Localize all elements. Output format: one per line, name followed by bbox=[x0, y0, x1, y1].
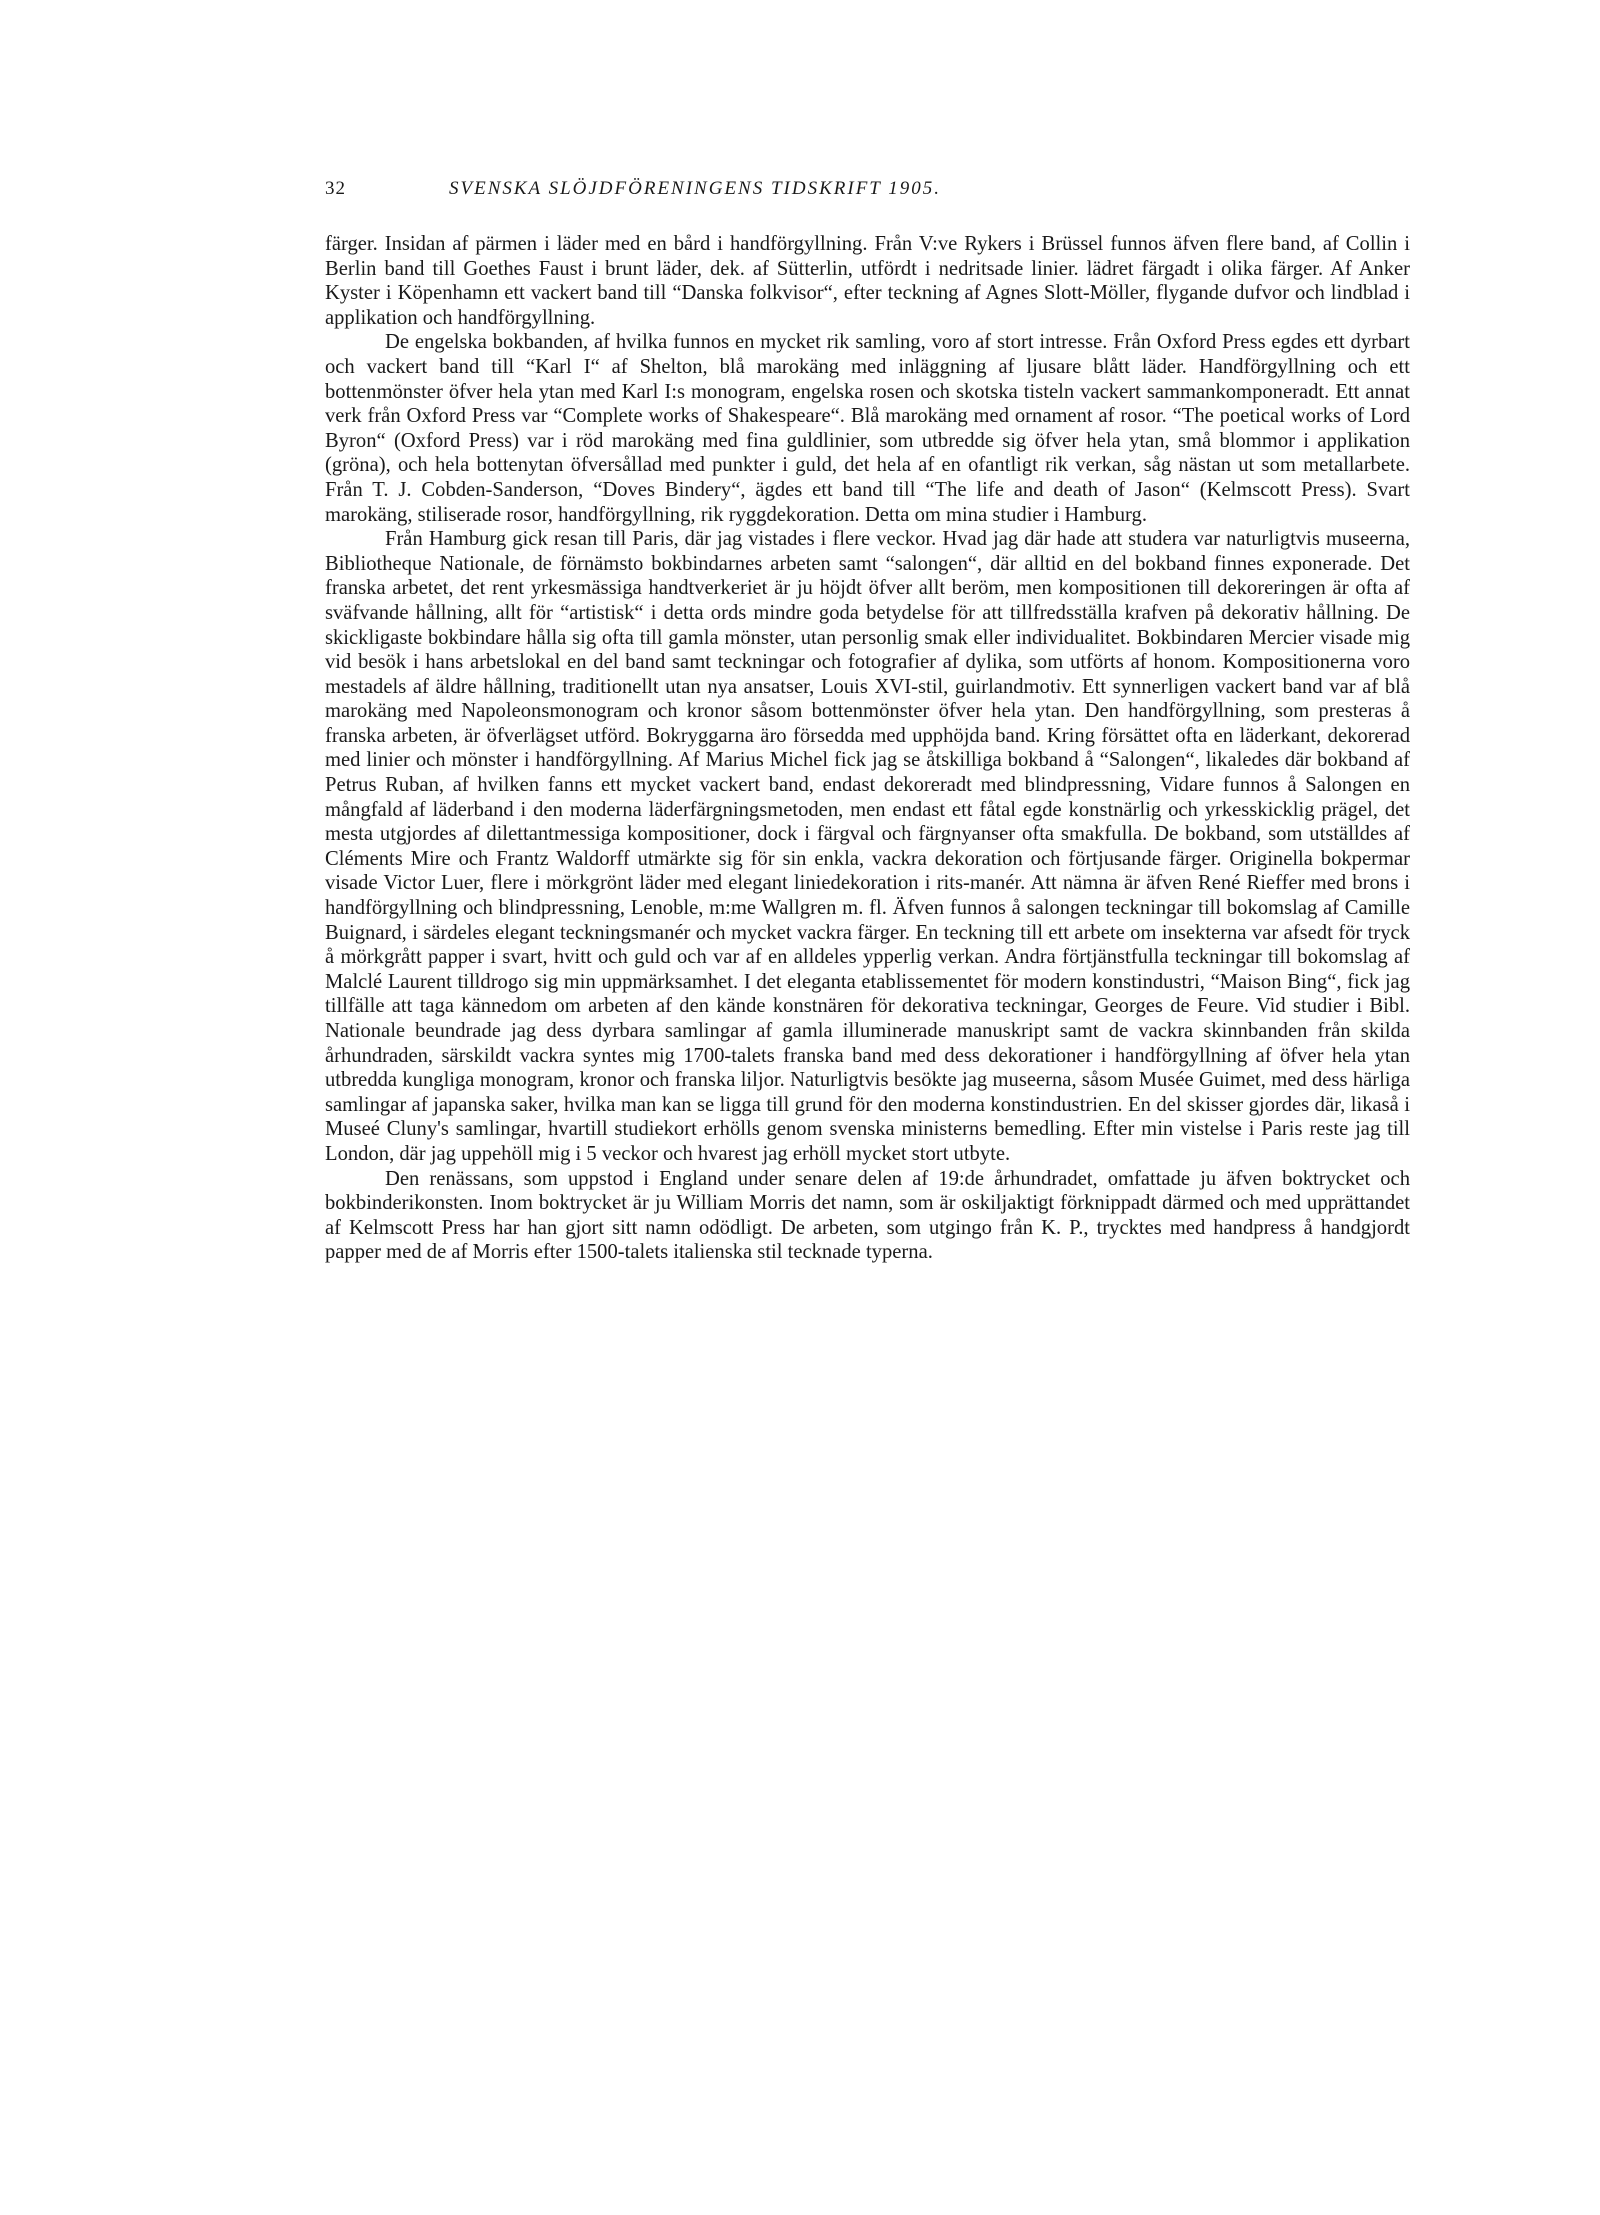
page-number: 32 bbox=[325, 178, 346, 199]
running-header bbox=[325, 178, 1410, 208]
page bbox=[325, 178, 1410, 1265]
running-title: SVENSKA SLÖJDFÖRENINGENS TIDSKRIFT 1905. bbox=[449, 178, 942, 199]
paragraph-2: De engelska bokbanden, af hvilka funnos en mycket rik samling, voro af stort intresse. Från Oxford Press egdes ett dyrbart och vackert band till “Karl I“ af Shelton, blå marokäng med inläggning af ljusare blått läder. Handförgyllning och ett bottenmönster öfver hela ytan med Karl I:s monogram, engelska rosen och skotska tisteln vackert sammankomponeradt. Ett annat verk från Oxford Press var “Complete works of Shakespeare“. Blå marokäng med ornament af rosor. “The poetical works of Lord Byron“ (Oxford Press) var i röd marokäng med fina guldlinier, som utbredde sig öfver hela ytan, små blommor i applikation (gröna), och hela bottenytan öfversållad med punkter i guld, det hela af en ofantligt rik verkan, såg nästan ut som metallarbete. Från T. J. Cobden-Sanderson, “Doves Bindery“, ägdes ett band till “The life and death of Jason“ (Kelmscott Press). Svart marokäng, stiliserade rosor, handförgyllning, rik ryggdekoration. Detta om mina studier i Hamburg. bbox=[325, 331, 1410, 526]
body-text bbox=[325, 232, 1410, 1265]
paragraph-3: Från Hamburg gick resan till Paris, där jag vistades i flere veckor. Hvad jag där hade att studera var naturligtvis museerna, Bibliotheque Nationale, de förnämsto bokbindarnes arbeten samt “salongen“, där alltid en del bokband finnes exponerade. Det franska arbetet, det rent yrkesmässiga handtverkeriet är ju höjdt öfver allt beröm, men kompositionen till dekoreringen är ofta af sväfvande hållning, allt för “artistisk“ i detta ords mindre goda betydelse för att tillfredsställa krafven på dekorativ hållning. De skickligaste bokbindare hålla sig ofta till gamla mönster, utan personlig smak eller individualitet. Bokbindaren Mercier visade mig vid besök i hans arbetslokal en del band samt teckningar och fotografier af dylika, som utförts af honom. Kompositionerna voro mestadels af äldre hållning, traditionellt utan nya ansatser, Louis XVI-stil, guirlandmotiv. Ett synnerligen vackert band var af blå marokäng med Napoleonsmonogram och kronor såsom bottenmönster öfver hela ytan. Den handförgyllning, som presteras å franska arbeten, är öfverlägset utförd. Bokryggarna äro försedda med upphöjda band. Kring försättet ofta en läderkant, dekorerad med linier och mönster i handförgyllning. Af Marius Michel fick jag se åtskilliga bokband å “Salongen“, likaledes där bokband af Petrus Ruban, af hvilken fanns ett mycket vackert band, endast dekoreradt med blindpressning, Vidare funnos å Salongen en mångfald af läderband i den moderna läderfärgningsmetoden, men endast ett fåtal egde konstnärlig och yrkesskicklig prägel, det mesta utgjordes af dilettantmessiga kompositioner, dock i färgval och färgnyanser ofta smakfulla. De bokband, som utställdes af Cléments Mire och Frantz Waldorff utmärkte sig för sin enkla, vackra dekoration och förtjusande färger. Originella bokpermar visade Victor Luer, flere i mörkgrönt läder med elegant liniedekoration i rits-manér. Att nämna är äfven René Rieffer med brons i handförgyllning och blindpressning, Lenoble, m:me Wallgren m. fl. Äfven funnos å salongen teckningar till bokomslag af Camille Buignard, i särdeles elegant teckningsmanér och mycket vackra färger. En teckning till ett arbete om insekterna var afsedt för tryck å mörkgrått papper i svart, hvitt och guld och var af en alldeles ypperlig verkan. Andra förtjänstfulla teckningar till bokomslag af Malclé Laurent tilldrogo sig min uppmärksamhet. I det eleganta etablissementet för modern konstindustri, “Maison Bing“, fick jag tillfälle att taga kännedom om arbeten af den kände konstnären för dekorativa teckningar, Georges de Feure. Vid studier i Bibl. Nationale beundrade jag dess dyrbara samlingar af gamla illuminerade manuskript samt de vackra skinnbanden från skilda århundraden, särskildt vackra syntes mig 1700-talets franska band med dess dekorationer i handförgyllning af öfver hela ytan utbredda kungliga monogram, kronor och franska liljor. Naturligtvis besökte jag museerna, såsom Musée Guimet, med dess härliga samlingar af japanska saker, hvilka man kan se ligga till grund för den moderna konstindustrien. En del skisser gjordes där, likaså i Museé Cluny's samlingar, hvartill studiekort erhölls genom svenska ministerns bemedling. Efter min vistelse i Paris reste jag till London, där jag uppehöll mig i 5 veckor och hvarest jag erhöll mycket stort utbyte. bbox=[325, 528, 1410, 1165]
paragraph-1: färger. Insidan af pärmen i läder med en bård i handförgyllning. Från V:ve Rykers i Brüssel funnos äfven flere band, af Collin i Berlin band till Goethes Faust i brunt läder, dek. af Sütterlin, utfördt i nedritsade linier. lädret färgadt i olika färger. Af Anker Kyster i Köpenhamn ett vackert band till “Danska folkvisor“, efter teckning af Agnes Slott-Möller, flygande dufvor och lindblad i applikation och handförgyllning. bbox=[325, 233, 1410, 329]
paragraph-4: Den renässans, som uppstod i England under senare delen af 19:de århundradet, omfattade ju äfven boktrycket och bokbinderikonsten. Inom boktrycket är ju William Morris det namn, som är oskiljaktigt förknippadt därmed och med upprättandet af Kelmscott Press har han gjort sitt namn odödligt. De arbeten, som utgingo från K. P., trycktes med handpress å handgjordt papper med de af Morris efter 1500-talets italienska stil tecknade typerna. bbox=[325, 1167, 1410, 1264]
